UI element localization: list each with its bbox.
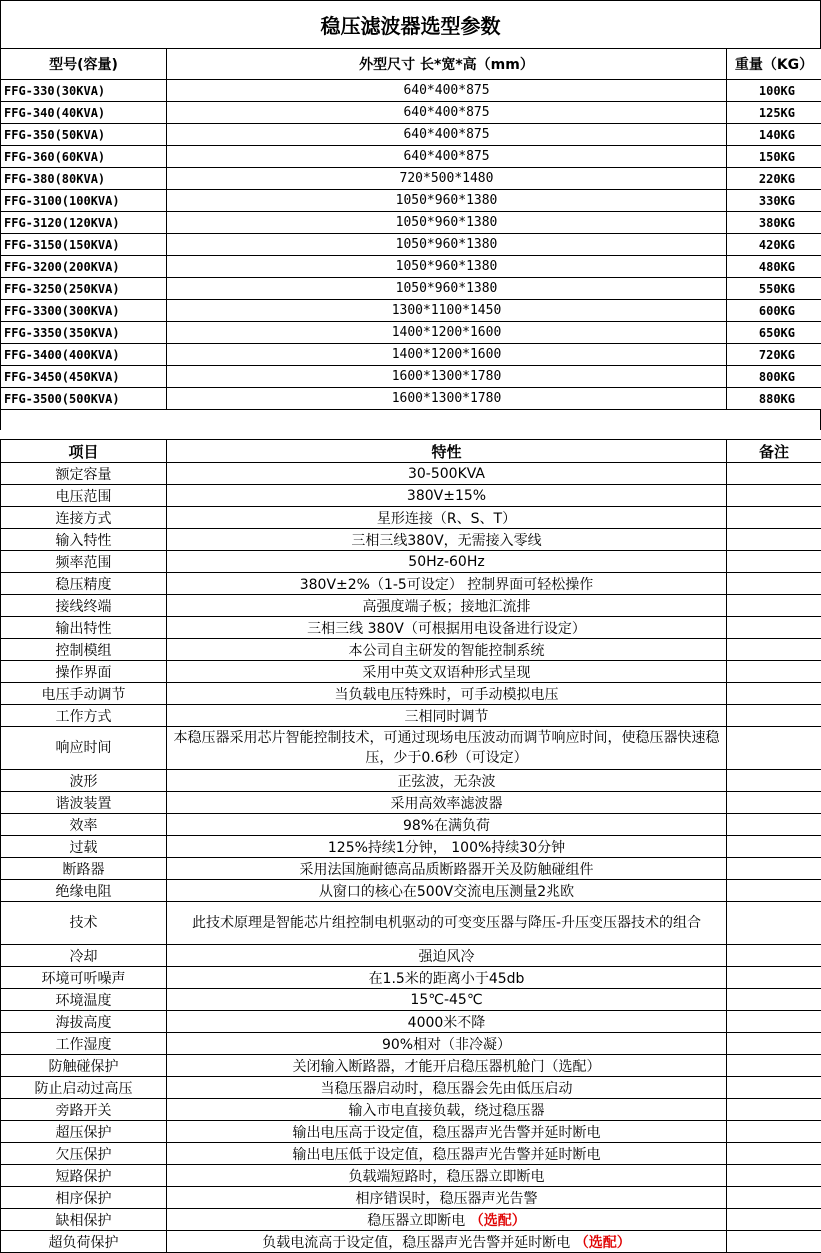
spec-row xyxy=(1,1231,821,1253)
spec-row xyxy=(1,1055,821,1077)
weight-cell: 380KG xyxy=(727,212,821,234)
spec-note-cell xyxy=(727,814,821,836)
spec-feature-cell: 50Hz-60Hz xyxy=(167,551,727,573)
optional-mark: （选配） xyxy=(575,1235,631,1251)
spec-note-cell xyxy=(727,836,821,858)
dimensions-cell: 1050*960*1380 xyxy=(167,190,727,212)
spec-row xyxy=(1,880,821,902)
spec-row xyxy=(1,1143,821,1165)
spec-row xyxy=(1,683,821,705)
spec-item-cell: 效率 xyxy=(1,814,167,836)
spec-row xyxy=(1,1209,821,1231)
spec-note-cell xyxy=(727,770,821,792)
spec-feature-cell: 本公司自主研发的智能控制系统 xyxy=(167,639,727,661)
models-table xyxy=(0,48,821,410)
spec-feature-cell: 三相三线 380V（可根据用电设备进行设定） xyxy=(167,617,727,639)
spec-item-cell: 技术 xyxy=(1,902,167,945)
spec-row xyxy=(1,1187,821,1209)
spec-feature-cell: 采用法国施耐德高品质断路器开关及防触碰组件 xyxy=(167,858,727,880)
spec-item-cell: 超负荷保护 xyxy=(1,1231,167,1253)
spec-feature-cell: 4000米不降 xyxy=(167,1011,727,1033)
spec-item-cell: 海拔高度 xyxy=(1,1011,167,1033)
weight-cell: 800KG xyxy=(727,366,821,388)
model-row xyxy=(1,190,821,212)
spec-note-cell xyxy=(727,573,821,595)
spec-item-cell: 额定容量 xyxy=(1,463,167,485)
header-dimensions: 外型尺寸 长*宽*高（mm） xyxy=(167,49,727,80)
spec-note-cell xyxy=(727,902,821,945)
spec-row xyxy=(1,1077,821,1099)
spec-feature-cell: 强迫风冷 xyxy=(167,945,727,967)
spec-note-cell xyxy=(727,1165,821,1187)
spec-note-cell xyxy=(727,1077,821,1099)
spec-feature-cell: 输出电压低于设定值，稳压器声光告警并延时断电 xyxy=(167,1143,727,1165)
spec-row xyxy=(1,945,821,967)
model-row xyxy=(1,212,821,234)
weight-cell: 150KG xyxy=(727,146,821,168)
model-row xyxy=(1,344,821,366)
spec-feature-cell: 380V±15% xyxy=(167,485,727,507)
model-row xyxy=(1,168,821,190)
model-cell: FFG-3300(300KVA) xyxy=(1,300,167,322)
spec-row xyxy=(1,1165,821,1187)
spec-item-cell: 过载 xyxy=(1,836,167,858)
spec-row xyxy=(1,902,821,945)
spec-feature-cell xyxy=(167,1209,727,1231)
spec-item-cell: 稳压精度 xyxy=(1,573,167,595)
spec-feature-cell: 关闭输入断路器，才能开启稳压器机舱门（选配） xyxy=(167,1055,727,1077)
model-row xyxy=(1,146,821,168)
model-row xyxy=(1,322,821,344)
spec-row xyxy=(1,529,821,551)
title-cell xyxy=(0,0,821,48)
spec-feature-text: 负载电流高于设定值，稳压器声光告警并延时断电 xyxy=(262,1235,570,1251)
spec-feature-cell: 当负载电压特殊时，可手动模拟电压 xyxy=(167,683,727,705)
header-weight: 重量（KG） xyxy=(727,49,821,80)
spec-note-cell xyxy=(727,463,821,485)
model-row xyxy=(1,278,821,300)
model-cell: FFG-3250(250KVA) xyxy=(1,278,167,300)
model-cell: FFG-380(80KVA) xyxy=(1,168,167,190)
spec-item-cell: 接线终端 xyxy=(1,595,167,617)
spec-feature-cell: 90%相对（非冷凝） xyxy=(167,1033,727,1055)
spec-note-cell xyxy=(727,485,821,507)
page-title: 稳压滤波器选型参数 xyxy=(321,10,501,39)
spec-item-cell: 电压手动调节 xyxy=(1,683,167,705)
spec-row xyxy=(1,463,821,485)
spec-feature-cell: 采用高效率滤波器 xyxy=(167,792,727,814)
model-row xyxy=(1,366,821,388)
dimensions-cell: 1050*960*1380 xyxy=(167,278,727,300)
header-note: 备注 xyxy=(727,440,821,463)
dimensions-cell: 640*400*875 xyxy=(167,80,727,102)
spec-item-cell: 环境温度 xyxy=(1,989,167,1011)
header-model: 型号(容量) xyxy=(1,49,167,80)
weight-cell: 140KG xyxy=(727,124,821,146)
spec-feature-cell: 15℃-45℃ xyxy=(167,989,727,1011)
spec-row xyxy=(1,551,821,573)
weight-cell: 650KG xyxy=(727,322,821,344)
spec-row xyxy=(1,967,821,989)
spec-note-cell xyxy=(727,661,821,683)
model-cell: FFG-3100(100KVA) xyxy=(1,190,167,212)
weight-cell: 125KG xyxy=(727,102,821,124)
spec-item-cell: 防触碰保护 xyxy=(1,1055,167,1077)
weight-cell: 720KG xyxy=(727,344,821,366)
weight-cell: 330KG xyxy=(727,190,821,212)
spec-item-cell: 短路保护 xyxy=(1,1165,167,1187)
spec-row xyxy=(1,573,821,595)
spec-note-cell xyxy=(727,683,821,705)
weight-cell: 880KG xyxy=(727,388,821,410)
dimensions-cell: 1300*1100*1450 xyxy=(167,300,727,322)
spec-feature-cell: 输出电压高于设定值，稳压器声光告警并延时断电 xyxy=(167,1121,727,1143)
spec-feature-cell: 输入市电直接负载，绕过稳压器 xyxy=(167,1099,727,1121)
spec-row xyxy=(1,858,821,880)
model-cell: FFG-340(40KVA) xyxy=(1,102,167,124)
spec-row xyxy=(1,705,821,727)
spec-note-cell xyxy=(727,1209,821,1231)
optional-mark: （选配） xyxy=(470,1213,526,1229)
spec-feature-cell: 在1.5米的距离小于45db xyxy=(167,967,727,989)
spec-row xyxy=(1,1121,821,1143)
spec-item-cell: 环境可听噪声 xyxy=(1,967,167,989)
spec-feature-text: 稳压器立即断电 xyxy=(367,1213,465,1229)
header-feature: 特性 xyxy=(167,440,727,463)
spec-feature-cell: 本稳压器采用芯片智能控制技术，可通过现场电压波动而调节响应时间，使稳压器快速稳压，少于0.6秒（可设定） xyxy=(167,727,727,770)
spec-feature-cell: 三相同时调节 xyxy=(167,705,727,727)
spec-feature-cell: 125%持续1分钟， 100%持续30分钟 xyxy=(167,836,727,858)
spec-note-cell xyxy=(727,1055,821,1077)
dimensions-cell: 1600*1300*1780 xyxy=(167,366,727,388)
dimensions-cell: 1050*960*1380 xyxy=(167,234,727,256)
spec-row xyxy=(1,989,821,1011)
spec-item-cell: 欠压保护 xyxy=(1,1143,167,1165)
spec-row xyxy=(1,617,821,639)
spec-row xyxy=(1,792,821,814)
spec-note-cell xyxy=(727,880,821,902)
spec-note-cell xyxy=(727,945,821,967)
spec-note-cell xyxy=(727,1011,821,1033)
model-cell: FFG-360(60KVA) xyxy=(1,146,167,168)
dimensions-cell: 720*500*1480 xyxy=(167,168,727,190)
model-cell: FFG-3500(500KVA) xyxy=(1,388,167,410)
spec-row xyxy=(1,661,821,683)
spec-row xyxy=(1,1011,821,1033)
spec-note-cell xyxy=(727,792,821,814)
spec-row xyxy=(1,770,821,792)
table-gap-blank xyxy=(0,430,821,439)
spec-item-cell: 相序保护 xyxy=(1,1187,167,1209)
header-item: 项目 xyxy=(1,440,167,463)
spec-feature-cell: 相序错误时，稳压器声光告警 xyxy=(167,1187,727,1209)
spec-note-cell xyxy=(727,1099,821,1121)
spec-row xyxy=(1,507,821,529)
spec-feature-cell: 98%在满负荷 xyxy=(167,814,727,836)
spec-row xyxy=(1,595,821,617)
model-row xyxy=(1,102,821,124)
spec-feature-cell: 380V±2%（1-5可设定） 控制界面可轻松操作 xyxy=(167,573,727,595)
spec-item-cell: 操作界面 xyxy=(1,661,167,683)
table-gap xyxy=(0,410,821,430)
model-cell: FFG-3120(120KVA) xyxy=(1,212,167,234)
spec-feature-cell: 30-500KVA xyxy=(167,463,727,485)
dimensions-cell: 640*400*875 xyxy=(167,102,727,124)
spec-item-cell: 控制模组 xyxy=(1,639,167,661)
dimensions-cell: 640*400*875 xyxy=(167,124,727,146)
weight-cell: 420KG xyxy=(727,234,821,256)
spec-note-cell xyxy=(727,529,821,551)
spec-feature-cell: 高强度端子板；接地汇流排 xyxy=(167,595,727,617)
model-row xyxy=(1,80,821,102)
spec-note-cell xyxy=(727,989,821,1011)
dimensions-cell: 1050*960*1380 xyxy=(167,212,727,234)
weight-cell: 480KG xyxy=(727,256,821,278)
spec-row xyxy=(1,836,821,858)
spec-item-cell: 电压范围 xyxy=(1,485,167,507)
spec-row xyxy=(1,727,821,770)
model-row xyxy=(1,300,821,322)
spec-row xyxy=(1,485,821,507)
dimensions-cell: 1400*1200*1600 xyxy=(167,344,727,366)
spec-item-cell: 输出特性 xyxy=(1,617,167,639)
spec-item-cell: 缺相保护 xyxy=(1,1209,167,1231)
spec-note-cell xyxy=(727,727,821,770)
spec-feature-cell: 正弦波，无杂波 xyxy=(167,770,727,792)
weight-cell: 100KG xyxy=(727,80,821,102)
spec-note-cell xyxy=(727,639,821,661)
model-cell: FFG-3350(350KVA) xyxy=(1,322,167,344)
spec-item-cell: 工作湿度 xyxy=(1,1033,167,1055)
spec-item-cell: 响应时间 xyxy=(1,727,167,770)
models-header-row xyxy=(1,49,821,80)
model-cell: FFG-3150(150KVA) xyxy=(1,234,167,256)
spec-item-cell: 输入特性 xyxy=(1,529,167,551)
spec-item-cell: 绝缘电阻 xyxy=(1,880,167,902)
model-cell: FFG-350(50KVA) xyxy=(1,124,167,146)
spec-feature-cell: 三相三线380V，无需接入零线 xyxy=(167,529,727,551)
spec-item-cell: 频率范围 xyxy=(1,551,167,573)
spec-note-cell xyxy=(727,858,821,880)
dimensions-cell: 1050*960*1380 xyxy=(167,256,727,278)
weight-cell: 550KG xyxy=(727,278,821,300)
spec-feature-cell: 此技术原理是智能芯片组控制电机驱动的可变变压器与降压-升压变压器技术的组合 xyxy=(167,902,727,945)
weight-cell: 600KG xyxy=(727,300,821,322)
spec-note-cell xyxy=(727,967,821,989)
spec-note-cell xyxy=(727,1033,821,1055)
spec-row xyxy=(1,1099,821,1121)
model-cell: FFG-3200(200KVA) xyxy=(1,256,167,278)
spec-feature-cell: 负载端短路时，稳压器立即断电 xyxy=(167,1165,727,1187)
spec-note-cell xyxy=(727,705,821,727)
spec-note-cell xyxy=(727,1143,821,1165)
model-row xyxy=(1,124,821,146)
model-row xyxy=(1,234,821,256)
spec-row xyxy=(1,1033,821,1055)
spec-feature-cell: 星形连接（R、S、T） xyxy=(167,507,727,529)
weight-cell: 220KG xyxy=(727,168,821,190)
spec-item-cell: 防止启动过高压 xyxy=(1,1077,167,1099)
spec-header-row xyxy=(1,440,821,463)
spec-row xyxy=(1,814,821,836)
spec-note-cell xyxy=(727,617,821,639)
spec-item-cell: 冷却 xyxy=(1,945,167,967)
spec-feature-cell: 从窗口的核心在500V交流电压测量2兆欧 xyxy=(167,880,727,902)
model-cell: FFG-3450(450KVA) xyxy=(1,366,167,388)
spec-item-cell: 工作方式 xyxy=(1,705,167,727)
spec-note-cell xyxy=(727,1121,821,1143)
spec-item-cell: 旁路开关 xyxy=(1,1099,167,1121)
spec-item-cell: 连接方式 xyxy=(1,507,167,529)
spec-item-cell: 断路器 xyxy=(1,858,167,880)
spec-note-cell xyxy=(727,1187,821,1209)
spec-note-cell xyxy=(727,551,821,573)
spec-note-cell xyxy=(727,507,821,529)
model-row xyxy=(1,388,821,410)
spec-feature-cell xyxy=(167,1231,727,1253)
spec-feature-cell: 当稳压器启动时，稳压器会先由低压启动 xyxy=(167,1077,727,1099)
spec-item-cell: 超压保护 xyxy=(1,1121,167,1143)
spec-feature-cell: 采用中英文双语种形式呈现 xyxy=(167,661,727,683)
spec-item-cell: 波形 xyxy=(1,770,167,792)
spec-table xyxy=(0,439,821,1253)
dimensions-cell: 1400*1200*1600 xyxy=(167,322,727,344)
spec-item-cell: 谐波装置 xyxy=(1,792,167,814)
model-cell: FFG-330(30KVA) xyxy=(1,80,167,102)
spec-row xyxy=(1,639,821,661)
spec-note-cell xyxy=(727,595,821,617)
model-row xyxy=(1,256,821,278)
dimensions-cell: 1600*1300*1780 xyxy=(167,388,727,410)
spec-note-cell xyxy=(727,1231,821,1253)
model-cell: FFG-3400(400KVA) xyxy=(1,344,167,366)
dimensions-cell: 640*400*875 xyxy=(167,146,727,168)
